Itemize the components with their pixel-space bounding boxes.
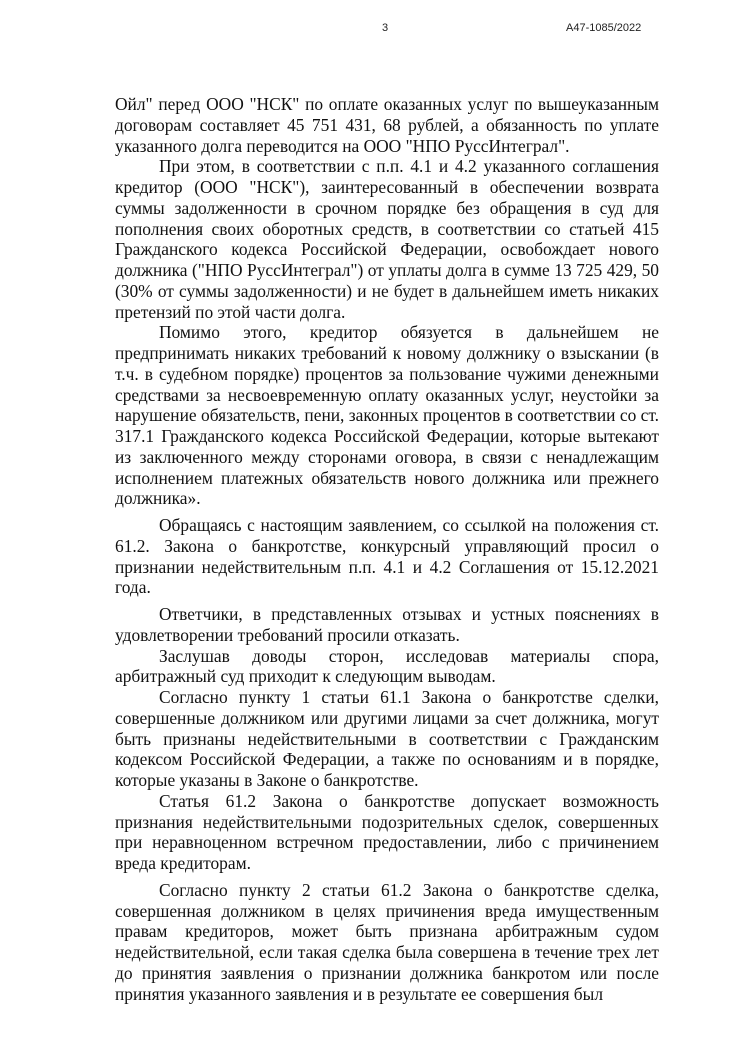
paragraph: При этом, в соответствии с п.п. 4.1 и 4.2 указанного соглашения кредитор (ООО "НСК"), заинтересованный в обеспечении возврата суммы задолженности в срочном порядке без обращения в суд для пополнения своих оборотных средств, в соответствии со статьей 415 Гражданского кодекса Российской Федерации, освобождает нового должника ("НПО РуссИнтеграл") от уплаты долга в сумме 13 725 429, 50 (30% от суммы задолженности) и не будет в дальнейшем иметь никаких претензий по этой части долга. (115, 156, 659, 322)
document-body (115, 94, 659, 1004)
case-number: А47-1085/2022 (566, 22, 642, 34)
paragraph: Обращаясь с настоящим заявлением, со ссылкой на положения ст. 61.2. Закона о банкротстве, конкурсный управляющий просил о признании недействительным п.п. 4.1 и 4.2 Соглашения от 15.12.2021 года. (115, 515, 659, 598)
paragraph: Ойл" перед ООО "НСК" по оплате оказанных услуг по вышеуказанным договорам составляет 45 751 431, 68 рублей, а обязанность по уплате указанного долга переводится на ООО "НПО РуссИнтеграл". (115, 94, 659, 156)
paragraph: Согласно пункту 1 статьи 61.1 Закона о банкротстве сделки, совершенные должником или другими лицами за счет должника, могут быть признаны недействительными в соответствии с Гражданским кодексом Российской Федерации, а также по основаниям и в порядке, которые указаны в Законе о банкротстве. (115, 687, 659, 790)
paragraph: Статья 61.2 Закона о банкротстве допускает возможность признания недействительными подозрительных сделок, совершенных при неравноценном встречном предоставлении, либо с причинением вреда кредиторам. (115, 790, 659, 873)
paragraph: Ответчики, в представленных отзывах и устных пояснениях в удовлетворении требований просили отказать. (115, 604, 659, 645)
page-number: 3 (382, 22, 389, 34)
paragraph: Заслушав доводы сторон, исследовав материалы спора, арбитражный суд приходит к следующим выводам. (115, 645, 659, 687)
paragraph: Согласно пункту 2 статьи 61.2 Закона о банкротстве сделка, совершенная должником в целях причинения вреда имущественным правам кредиторов, может быть признана арбитражным судом недействительной, если такая сделка была совершена в течение трех лет до принятия заявления о признании должника банкротом или после принятия указанного заявления и в результате ее совершения был (115, 879, 659, 1004)
paragraph: Помимо этого, кредитор обязуется в дальнейшем не предпринимать никаких требований к новому должнику о взыскании (в т.ч. в судебном порядке) процентов за пользование чужими денежными средствами за несвоевременную оплату оказанных услуг, неустойки за нарушение обязательств, пени, законных процентов в соответствии со ст. 317.1 Гражданского кодекса Российской Федерации, которые вытекают из заключенного между сторонами оговора, в связи с ненадлежащим исполнением платежных обязательств нового должника или прежнего должника». (115, 322, 659, 509)
